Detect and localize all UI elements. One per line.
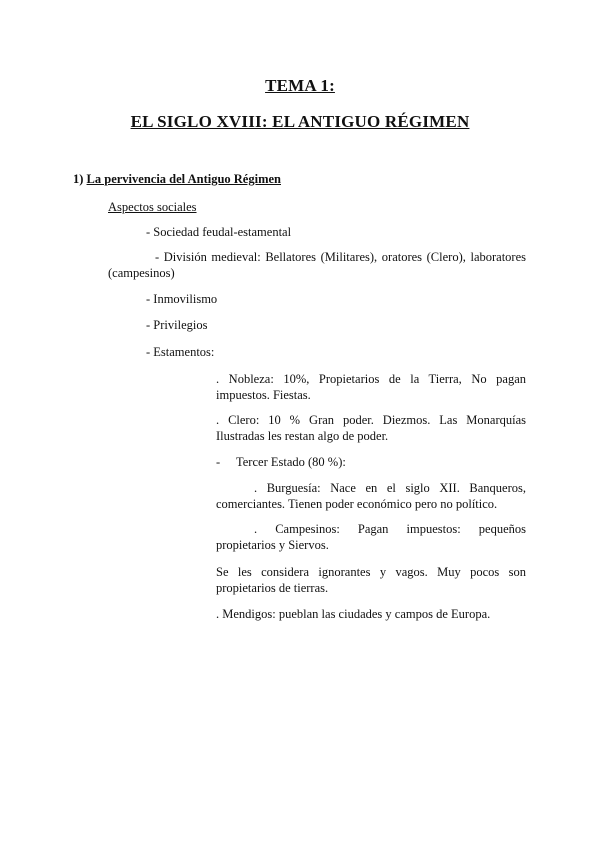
estamento-considera: Se les considera ignorantes y vagos. Muy pocos son propietarios de tierras. xyxy=(216,565,526,595)
estamento-tercer-dash: - xyxy=(216,455,221,469)
item-division: - División medieval: Bellatores (Militares), oratores (Clero), laboratores (campesinos) xyxy=(108,250,526,280)
item-estamentos: - Estamentos: xyxy=(146,345,215,359)
item-privilegios: - Privilegios xyxy=(146,318,208,332)
section-heading xyxy=(73,172,281,187)
estamento-clero: . Clero: 10 % Gran poder. Diezmos. Las Monarquías Ilustradas les restan algo de poder. xyxy=(216,413,526,443)
item-sociedad: - Sociedad feudal-estamental xyxy=(146,225,292,239)
estamento-burguesia: . Burguesía: Nace en el siglo XII. Banqueros, comerciantes. Tienen poder económico pero no político. xyxy=(216,481,526,511)
document-title-line1: TEMA 1: xyxy=(265,76,335,95)
section-title: La pervivencia del Antiguo Régimen xyxy=(86,172,281,186)
estamento-campesinos: . Campesinos: Pagan impuestos: pequeños propietarios y Siervos. xyxy=(216,522,526,552)
estamento-mendigos: . Mendigos: pueblan las ciudades y campos de Europa. xyxy=(216,607,491,621)
item-inmovilismo: - Inmovilismo xyxy=(146,292,218,306)
estamento-nobleza: . Nobleza: 10%, Propietarios de la Tierra, No pagan impuestos. Fiestas. xyxy=(216,372,526,402)
estamento-tercer-estado: Tercer Estado (80 %): xyxy=(236,455,346,469)
document-title-line2: EL SIGLO XVIII: EL ANTIGUO RÉGIMEN xyxy=(130,112,470,131)
section-number: 1) xyxy=(73,172,84,186)
subsection-heading: Aspectos sociales xyxy=(108,200,197,214)
